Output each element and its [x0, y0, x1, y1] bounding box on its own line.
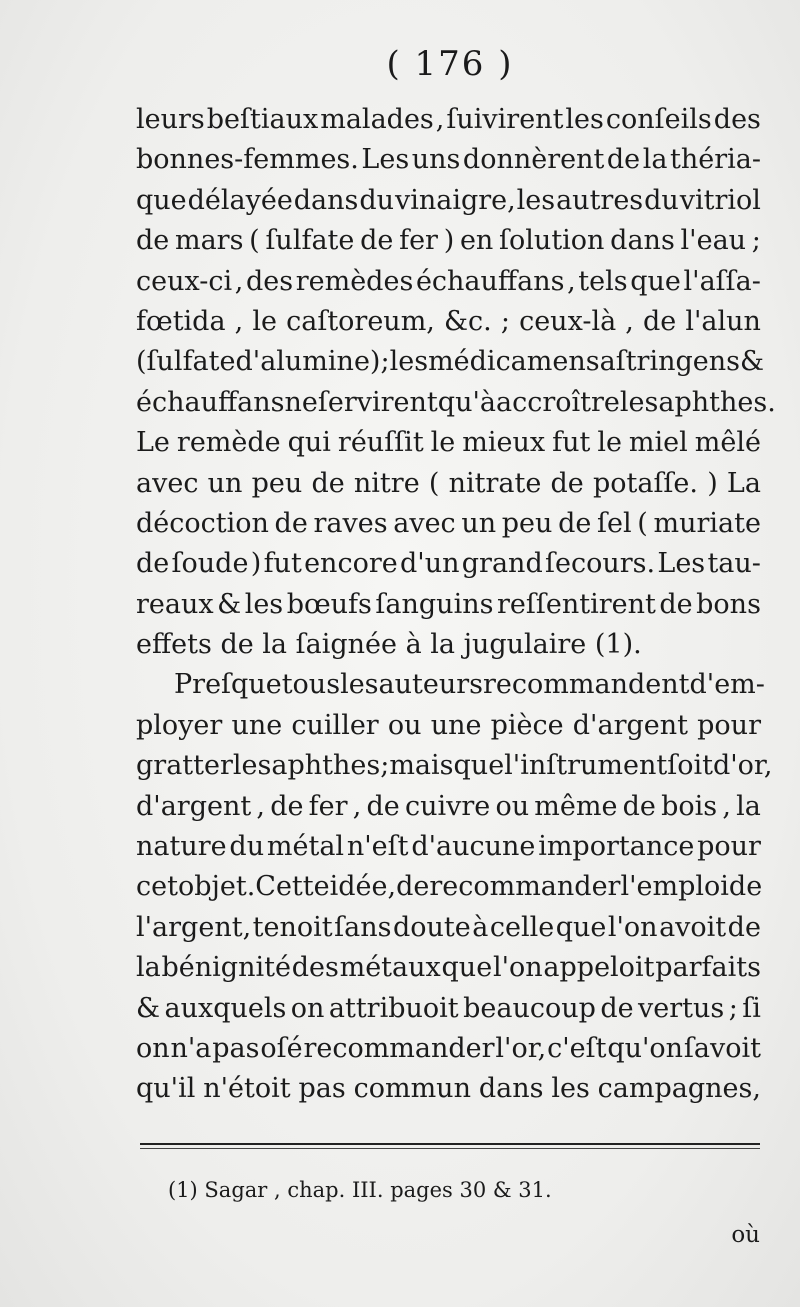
- text-line: & auxquels on attribuoit beaucoup de vertus ; ſi: [136, 992, 761, 1024]
- text-line: reaux & les bœufs ſanguins reſſentirent de bons: [136, 588, 761, 620]
- text-line: ployer une cuiller ou une pièce d'argent pour: [136, 709, 761, 741]
- text-line: Le remède qui réuſſit le mieux fut le miel mêlé: [136, 427, 761, 459]
- text-line: leurs beſtiaux malades , ſuivirent les conſeils des: [136, 104, 761, 135]
- text-line: d'argent , de fer , de cuivre ou même de bois , la: [136, 790, 761, 822]
- footnote-rule: [140, 1143, 760, 1145]
- footnote: (1) Sagar , chap. III. pages 30 & 31.: [168, 1178, 552, 1202]
- text-line: Preſque tous les auteurs recommandent d'em-: [174, 669, 765, 701]
- text-line: bonnes-femmes. Les uns donnèrent de la théria-: [136, 144, 761, 176]
- footnote-rule-thin: [140, 1148, 760, 1149]
- text-line: ( ſulfate d'alumine ) ; les médicamens aſtringens &: [136, 346, 765, 378]
- text-line: l'argent, tenoit ſans doute à celle que l'on avoit de: [136, 911, 761, 943]
- text-line: la bénignité des métaux que l'on appeloit parfaits: [136, 952, 761, 984]
- text-line: de ſoude ) fut encore d'un grand ſecours. Les tau-: [136, 548, 761, 580]
- text-line: on n'a pas oſé recommander l'or, c'eſt qu'on ſavoit: [136, 1032, 761, 1064]
- text-line: effets de la ſaignée à la jugulaire (1).: [136, 629, 642, 661]
- body-text: [136, 100, 776, 1110]
- text-line: que délayée dans du vinaigre, les autres du vitriol: [136, 184, 761, 216]
- text-line: décoction de raves avec un peu de ſel ( muriate: [136, 507, 761, 539]
- text-line: fœtida , le caſtoreum, &c. ; ceux-là , de l'alun: [136, 305, 761, 337]
- text-line: gratter les aphthes; mais que l'inſtrument ſoit d'or,: [136, 750, 773, 782]
- text-line: cet objet. Cette idée, de recommander l'emploi de: [136, 871, 763, 903]
- text-line: qu'il n'étoit pas commun dans les campagnes,: [136, 1073, 761, 1105]
- text-line: échauffans ne ſervirent qu'à accroître les aphthes.: [136, 386, 776, 418]
- text-line: avec un peu de nitre ( nitrate de potaſſe. ) La: [136, 467, 761, 499]
- catchword: où: [731, 1222, 760, 1248]
- page-number: ( 176 ): [386, 44, 514, 84]
- text-line: ceux-ci , des remèdes échauffans , tels que l'aſſa-: [136, 265, 761, 297]
- text-line: nature du métal n'eſt d'aucune importance pour: [136, 831, 761, 863]
- text-line: de mars ( ſulfate de fer ) en ſolution dans l'eau ;: [136, 225, 761, 257]
